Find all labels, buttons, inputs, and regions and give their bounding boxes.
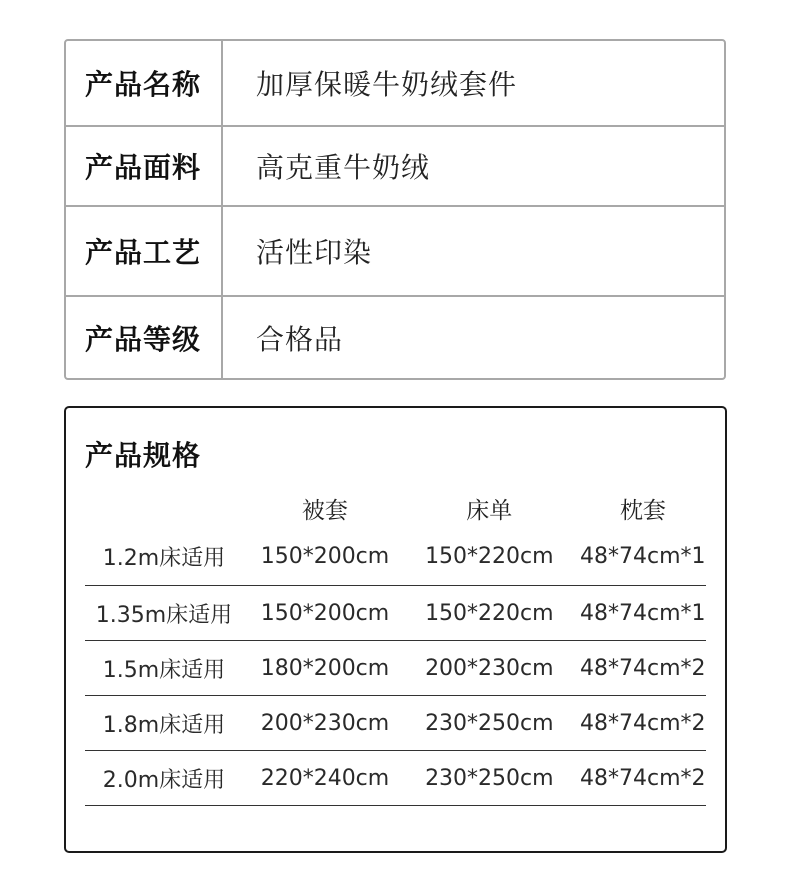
spec-bed-size: 1.2m床适用 [102, 546, 226, 571]
product-info-table [64, 39, 726, 380]
spec-bed-size: 2.0m床适用 [102, 767, 226, 793]
spec-pillowcase-size: 48*74cm*2 [580, 655, 706, 681]
spec-sheet-size: 200*230cm [425, 655, 554, 681]
info-row-craft [66, 207, 724, 297]
spec-title: 产品规格 [85, 439, 202, 472]
info-value: 高克重牛奶绒 [256, 151, 431, 184]
info-label: 产品等级 [66, 297, 223, 378]
spec-row [85, 641, 706, 696]
spec-row [85, 751, 706, 806]
spec-duvet-size: 150*200cm [260, 544, 390, 569]
spec-row [85, 696, 706, 751]
spec-sheet-size: 230*250cm [425, 765, 554, 791]
spec-header-row [85, 488, 706, 528]
spec-table [85, 488, 706, 806]
spec-bed-size: 1.35m床适用 [95, 602, 233, 628]
spec-pillowcase-size: 48*74cm*2 [580, 710, 706, 736]
spec-header-duvet: 被套 [301, 497, 348, 524]
info-row-grade [66, 297, 724, 378]
info-value: 合格品 [256, 322, 344, 356]
spec-pillowcase-size: 48*74cm*1 [580, 544, 706, 569]
info-label: 产品名称 [66, 41, 223, 125]
spec-sheet-size: 150*220cm [425, 544, 554, 569]
info-value: 活性印染 [256, 236, 373, 269]
info-row-name [66, 41, 724, 127]
spec-duvet-size: 180*200cm [260, 655, 390, 681]
info-label: 产品面料 [66, 127, 223, 205]
spec-header-sheet: 床单 [466, 497, 513, 524]
spec-bed-size: 1.5m床适用 [102, 657, 226, 683]
spec-duvet-size: 220*240cm [260, 765, 390, 791]
spec-row [85, 586, 706, 641]
spec-sheet-size: 150*220cm [425, 600, 554, 626]
info-value: 加厚保暖牛奶绒套件 [256, 68, 518, 101]
spec-sheet-size: 230*250cm [425, 710, 554, 736]
info-label: 产品工艺 [66, 207, 223, 295]
spec-duvet-size: 200*230cm [260, 710, 390, 736]
spec-duvet-size: 150*200cm [260, 600, 390, 626]
spec-pillowcase-size: 48*74cm*1 [580, 600, 706, 626]
spec-row [85, 528, 706, 586]
product-spec-box [64, 406, 727, 853]
spec-pillowcase-size: 48*74cm*2 [580, 765, 706, 791]
info-row-fabric [66, 127, 724, 207]
spec-bed-size: 1.8m床适用 [102, 712, 226, 738]
spec-header-pillowcase: 枕套 [619, 497, 666, 524]
